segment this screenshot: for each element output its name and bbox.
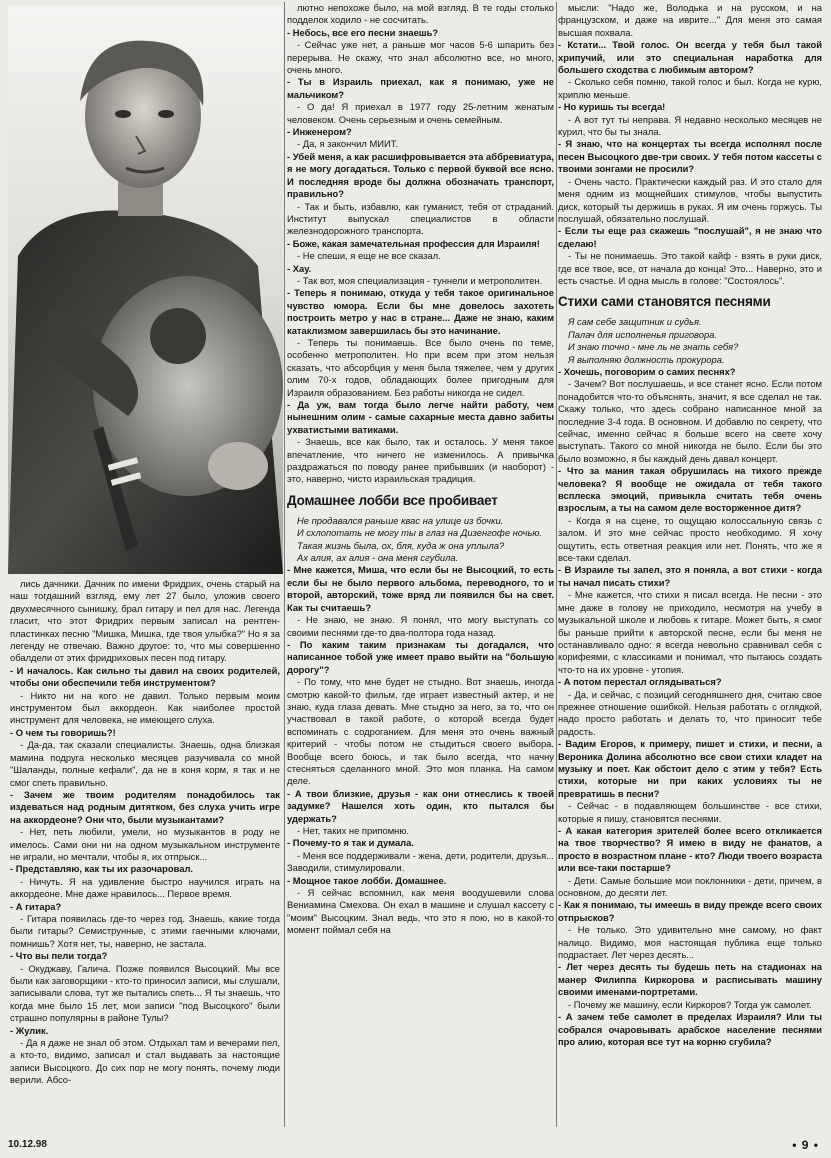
interview-question: - А зачем тебе самолет в пределах Израиля? Или ты собрался очаровывать арабское население песнями про алию, которая все тут на корню сгубила?	[558, 1011, 822, 1047]
interview-question: - Теперь я понимаю, откуда у тебя такое оригинальное чувство юмора. Если бы мне довелось захотеть построить метро у нас в стране... Даже не знаю, каким катаклизмом завершилась бы это начинание.	[287, 287, 554, 336]
article-column-3	[558, 2, 822, 1132]
interview-answer: - Знаешь, все как было, так и осталось. У меня такое впечатление, что ничего не изменилось. А привычка раздражаться по поводу ранее прибывших (и наоборот) - это, наверно, чисто израильская традиция.	[287, 436, 554, 485]
interview-question: - Да уж, вам тогда было легче найти работу, чем нынешним олим - самые сахарные места давно забиты ухватистыми ватиками.	[287, 399, 554, 435]
verse-line: Такая жизнь была, ох, бля, куда ж она уплыла?	[297, 539, 505, 551]
interview-question: - Лет через десять ты будешь петь на стадионах на манер Филиппа Киркорова и расписывать машину своими именами-портретами.	[558, 961, 822, 998]
issue-date: 10.12.98	[8, 1139, 47, 1150]
interview-answer: - Окуджаву, Галича. Позже появился Высоцкий. Мы все были как заговорщики - кто-то приносил записи, мы слушали, записывали слова, тут же пытались спеть... Я ты знаешь, что когда мне было 15 лет, мои записи "под Высоцкого" были страшно популярны в районе Тулы?	[10, 962, 280, 1024]
interview-answer: - Очень часто. Практически каждый раз. И это стало для меня одним из мощнейших стимулов, чтобы выпустить диск, который ты держишь в руках. Я им очень горжусь. Ты послушай, обязательно послушай.	[558, 175, 822, 224]
interview-question: - Я знаю, что на концертах ты всегда исполнял после песен Высоцкого две-три своих. У тебя потом кассеты с твоими зонгами не просили?	[558, 138, 822, 175]
article-column-1	[10, 578, 280, 1128]
interview-answer: - Сейчас - в подавляющем большинстве - все стихи, которые я пишу, становятся песнями.	[558, 800, 822, 824]
interview-question: - И началось. Как сильно ты давил на своих родителей, чтобы они обеспечили тебя инструментом?	[10, 664, 280, 689]
interview-answer: - Да, я закончил МИИТ.	[297, 138, 399, 150]
guitarist-portrait-image	[8, 6, 283, 574]
interview-answer: - Меня все поддерживали - жена, дети, родители, друзья... Заводили, стимулировали.	[287, 849, 554, 874]
article-column-2	[287, 2, 554, 1132]
verse-line: Я сам себе защитник и судья.	[568, 316, 702, 328]
interview-answer: - Не знаю, не знаю. Я понял, что могу выступать со своими песнями где-то два-полтора года назад.	[287, 614, 554, 638]
interview-answer: - Почему же машину, если Киркоров? Тогда уж самолет.	[568, 998, 812, 1010]
interview-answer: - Нет, таких не припомню.	[297, 825, 409, 836]
interview-answer: - Да, и сейчас, с позиций сегодняшнего дня, считаю свое прежнее отношение ошибкой. Нельзя работать с оглядкой, надо просто работать и делать то, что приносит тебе радость.	[558, 688, 822, 737]
verse-line: Ах алия, ах алия - она меня сгубила.	[297, 552, 459, 564]
interview-answer: - Не спеши, я еще не все сказал.	[297, 250, 441, 262]
verse-line: Не продавался раньше квас на улице из бочки.	[297, 514, 504, 526]
interview-question: - По каким таким признакам ты догадался, что написанное тобой уже имеет право выйти на "большую дорогу"?	[287, 638, 554, 675]
interview-answer: - Нет, петь любили, умели, но музыкантов в роду не имелось. Сами они ни на одном музыкальном инструменте не играли, но мечтали, чтобы я, их отпрыск...	[10, 826, 280, 862]
interview-answer: лютно непохоже было, на мой взгляд. В те годы столько подделок ходило - не сосчитать.	[287, 2, 554, 26]
interview-answer: мысли: "Надо же, Володька и на русском, и на французском, и даже на иврите..." Для меня это самая высшая похвала.	[558, 2, 822, 38]
interview-question: - Как я понимаю, ты имеешь в виду прежде всего своих отпрысков?	[558, 899, 822, 923]
interview-question: - Зачем же твоим родителям понадобилось так издеваться над родным дитятком, без слуха учить игре на аккордеоне? Они что, были музыкантами?	[10, 788, 280, 825]
verse-line: И схлопотать не могу ты в глаз на Дизенгофе ночью.	[297, 527, 543, 539]
interview-question: - Небось, все его песни знаешь?	[287, 26, 439, 38]
interview-question: - А потом перестал оглядываться?	[558, 676, 722, 688]
interview-question: - В Израиле ты запел, это я поняла, а вот стихи - когда ты начал писать стихи?	[558, 564, 822, 588]
column-rule	[556, 2, 557, 1127]
interview-question: - Хау.	[287, 262, 312, 274]
interview-question: - Вадим Егоров, к примеру, пишет и стихи, и песни, а Вероника Долина абсолютно все свои стихи кладет на музыку и поет. Как обстоит дело с этим у тебя? Есть стихи, которые ни при каких условиях ты не превратишь в песни?	[558, 738, 822, 799]
interview-question: - А гитара?	[10, 900, 62, 912]
interview-answer: - Гитара появилась где-то через год. Знаешь, какие тогда были гитары? Семиструнные, с этими гаечными ключами, помнишь? Хотя нет, ты, наверно, не застала.	[10, 912, 280, 949]
column-rule	[284, 2, 285, 1127]
section-heading: Стихи сами становятся песнями	[558, 294, 771, 310]
interview-question: - А какая категория зрителей более всего откликается на твое творчество? Я имею в виду не фанатов, а просто в возрастном плане - кто? Люди твоего возраста или все-таки постарше?	[558, 825, 822, 874]
interview-answer: лись дачники. Дачник по имени Фридрих, очень старый на наш тогдашний взгляд, ему лет 27 было, уложив своего двухмесячного сынишку, брал гитару и пел для нас. Легенда гласит, что этот Фридрих первым записал на рентген-пластинках песню "Мишка, Мишка, где твоя улыбка?" Но я за легенду не отвечаю. Важно другое: то, что мы совершенно обалдели от этих фридриховых песен под гитару.	[10, 578, 280, 664]
interview-answer: - Не только. Это удивительно мне самому, но факт налицо. Видимо, моя настоящая публика еще только подрастает. Лет через десять...	[558, 924, 822, 961]
interview-question: - Что вы пели тогда?	[10, 950, 108, 962]
section-heading: Домашнее лобби все пробивает	[287, 492, 498, 508]
interview-answer: - Дети. Самые большие мои поклонники - дети, причем, в основном, до десяти лет.	[558, 874, 822, 899]
verse-line: И знаю точно - мне ль не знать себя?	[568, 341, 739, 353]
interview-question: - Инженером?	[287, 126, 352, 138]
interview-question: - Кстати... Твой голос. Он всегда у тебя был такой хрипучий, или это специальная наработка для большего сходства с любимым автором?	[558, 39, 822, 76]
verse-line: Палач для исполненья приговора.	[568, 328, 717, 340]
interview-answer: - Никто ни на кого не давил. Только первым моим инструментом был аккордеон. Как наиболее простой инструмент для человека, не имеющего слуха.	[10, 689, 280, 726]
interview-question: - Жулик.	[10, 1024, 49, 1036]
interview-question: - Убей меня, а как расшифровывается эта аббревиатура, я не могу догадаться. Только с первой буквой все ясно. И последняя вроде бы должна обозначать транспорт, правильно?	[287, 150, 554, 200]
interview-question: - А твои близкие, друзья - как они отнеслись к твоей задумке? Нашелся хоть один, кто пытался бы удержать?	[287, 787, 554, 824]
interview-question: - Мне кажется, Миша, что если бы не Высоцкий, то есть если бы не было первого альбома, переводного, то и второй, авторский, тоже вряд ли появился бы на свет. Как ты считаешь?	[287, 564, 554, 613]
verse-line: Я выполняю должность прокурора.	[568, 353, 725, 365]
interview-question: - Мощное такое лобби. Домашнее.	[287, 874, 447, 886]
interview-answer: - Ты не понимаешь. Это такой кайф - взять в руки диск, где все твое, все, от начала до конца! Это... Наверно, это и есть счастье. И одна мысль в голове: "Состоялось".	[558, 250, 822, 286]
interview-answer: - О да! Я приехал в 1977 году 25-летним женатым человеком. Очень серьезным и очень семейным.	[287, 101, 554, 125]
interview-question: - О чем ты говоришь?!	[10, 726, 116, 738]
interview-answer: - Ничуть. Я на удивление быстро научился играть на аккордеоне. Мне даже нравилось... Первое время.	[10, 875, 280, 900]
interview-answer: - Так и быть, избавлю, как гуманист, тебя от страданий. Институт выпускал специалистов в области железнодорожного транспорта.	[287, 200, 554, 237]
interview-answer: - Я сейчас вспомнил, как меня воодушевили слова Вениамина Смехова. Он ехал в машине и слушал кассету с "моим" Высоцким. Знал ведь, что это я пою, но в какой-то момент поймал себя на	[287, 887, 554, 936]
interview-question: - Что за мания такая обрушилась на тихого прежде человека? Я вообще не ожидала от тебя такого всплеска эмоций, привыкла считать тебя очень взрослым, а ты на самом деле восторженное дитя?	[558, 465, 822, 514]
interview-answer: - Да-да, так сказали специалисты. Знаешь, одна близкая мамина подруга несколько месяцев разучивала со мной "Шаланды, полные кефали", да не в коня корм, я так и не смог спеть правильно.	[10, 739, 280, 788]
interview-question: - Боже, какая замечательная профессия для Израиля!	[287, 237, 540, 249]
interview-answer: - Зачем? Вот послушаешь, и все станет ясно. Если потом понадобится что-то объяснять, значит, я все сделал не так. Скажу только, что здесь собрано написанное мной за последние 3-4 года. В основном. И добавлю по секрету, что сейчас, именно сейчас я больше всего на свете хочу выступать. Такого со мной никогда не было. Если бы это было возможно, я бы каждый день давал концерт.	[558, 378, 822, 464]
interview-answer: - Когда я на сцене, то ощущаю колоссальную связь с залом. И это мне сейчас просто необходимо. Я хочу ощутить, есть ответная реакция или нет. Понять, что же я все-таки сделал.	[558, 514, 822, 564]
interview-answer: - Да я даже не знал об этом. Отдыхал там и вечерами пел, а кто-то, видимо, записал и стал выдавать за настоящие записи Высоцкого. До сих пор не могу понять, почему люди верили. Абсо-	[10, 1037, 280, 1086]
page-number: • 9 •	[792, 1138, 819, 1152]
interview-question: - Почему-то я так и думала.	[287, 837, 414, 849]
interview-answer: - Так вот, моя специализация - туннели и метрополитен.	[297, 274, 543, 286]
interview-question: - Если ты еще раз скажешь "послушай", я не знаю что сделаю!	[558, 225, 822, 249]
portrait-photo	[8, 6, 283, 574]
interview-answer: - А вот тут ты неправа. Я недавно несколько месяцев не курил, что бы ты знала.	[558, 113, 822, 138]
interview-answer: - Сколько себя помню, такой голос и был. Когда не курю, хриплю меньше.	[558, 76, 822, 100]
interview-answer: - Сейчас уже нет, а раньше мог часов 5-6 шпарить без перерыва. Не скажу, что знал абсолютно все, но много, очень много.	[287, 39, 554, 76]
interview-answer: - Теперь ты понимаешь. Все было очень по теме, особенно метрополитен. Но при всем при этом нельзя сказать, что абсорбция у меня была тяжелее, чем у других олим 70-х годов, обладающих более пригодным для Израиля образованием. Без работы никогда не сидел.	[287, 336, 554, 398]
interview-question: - Ты в Израиль приехал, как я понимаю, уже не мальчиком?	[287, 76, 554, 100]
interview-question: - Но куришь ты всегда!	[558, 101, 666, 113]
interview-answer: - Мне кажется, что стихи я писал всегда. Не песни - это мне даже в голову не приходило, несмотря на учебу в музыкальной школе и любовь к гитаре. Может быть, я смог бы раньше прийти к авторской песне, если бы меня не останавливало одно: я всегда невольно сравнивал себя с корифеями, с классиками и понимал, что пытаюсь создать что-то на их уровне - утопия.	[558, 589, 822, 675]
interview-question: - Хочешь, поговорим о самих песнях?	[558, 365, 736, 377]
interview-question: - Представляю, как ты их разочаровал.	[10, 863, 194, 875]
interview-answer: - По тому, что мне будет не стыдно. Вот знаешь, иногда смотрю какой-то фильм, где играет известный актер, и не знаю, куда глаза девать. Мне стыдно за него, за то, что он участвовал в такой работе, о которой всегда будет вспоминать с содроганием. Для меня это очень важный критерий - чтобы потом не стыдиться своего выбора. Вообще всего боюсь, и так было всегда, что начну стесняться сделанного мной. Это моя планка. На самом деле.	[287, 676, 554, 787]
